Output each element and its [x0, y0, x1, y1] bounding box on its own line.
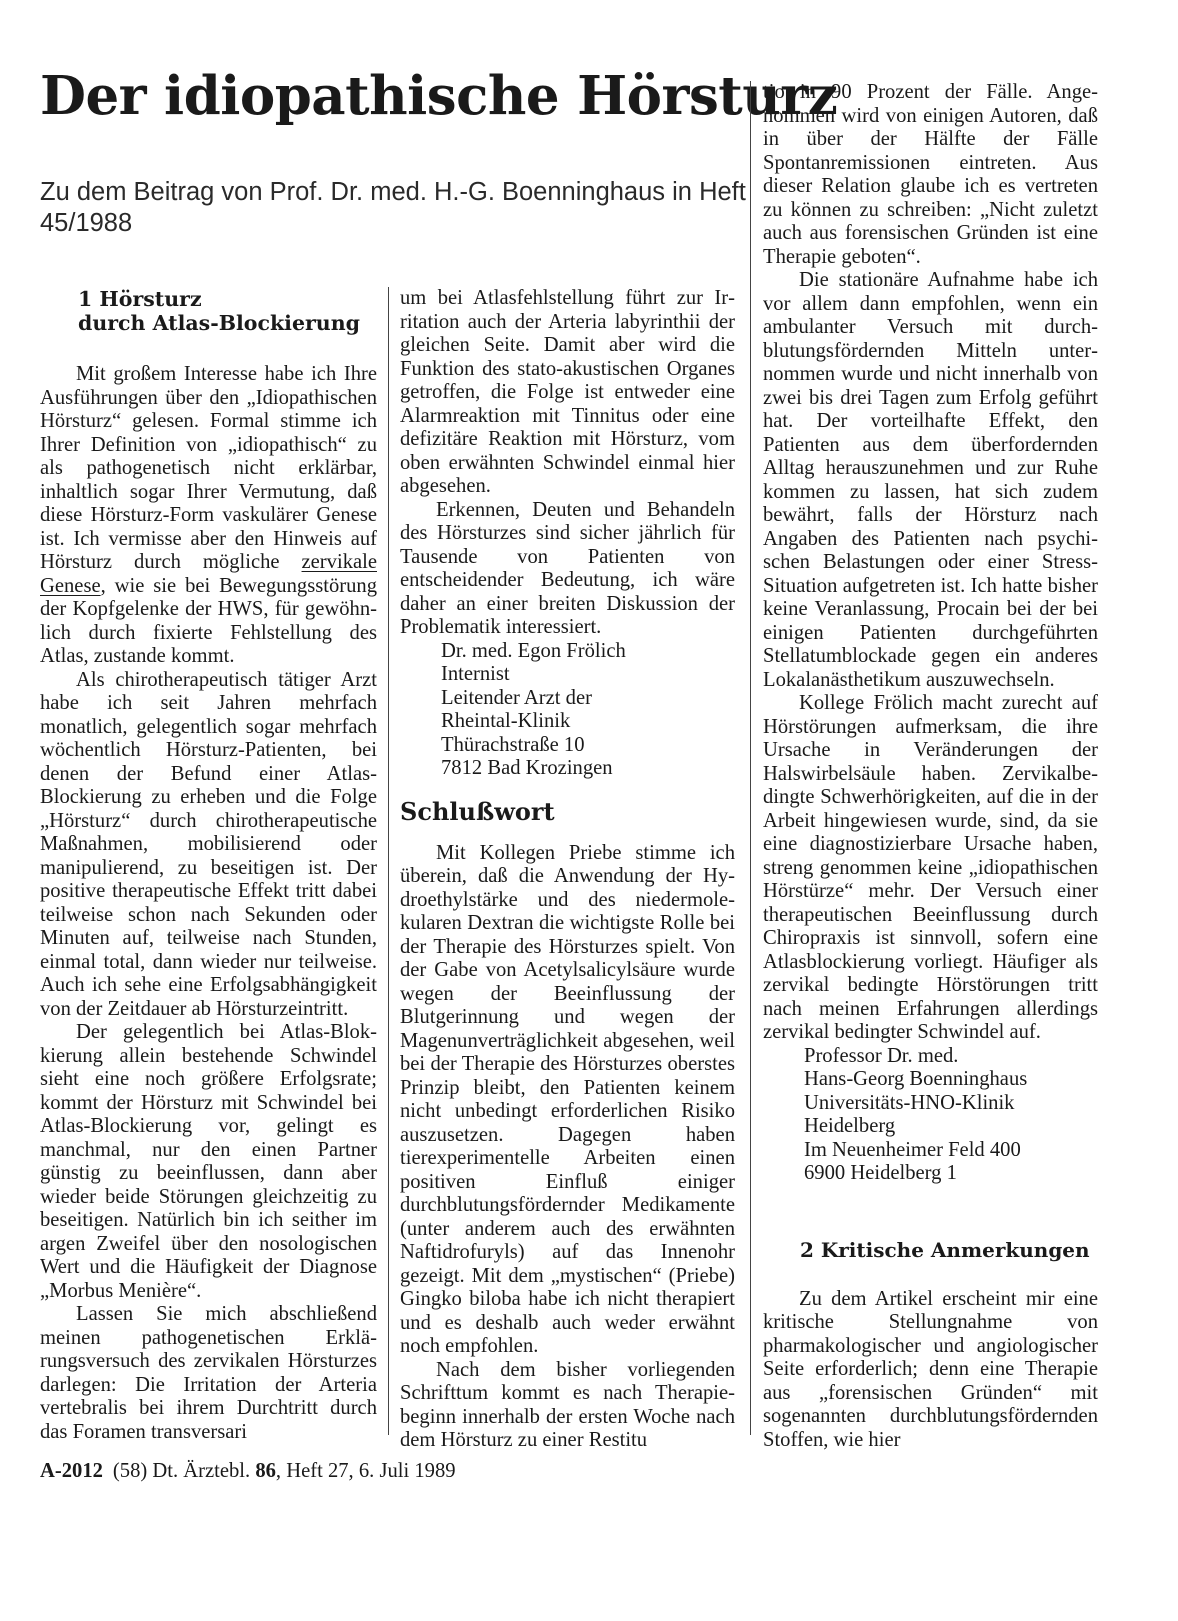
address-line: Leitender Arzt der — [441, 686, 592, 709]
schlusswort-heading: Schlußwort — [400, 796, 555, 826]
address-line: Professor Dr. med. — [804, 1044, 959, 1067]
address-line: 6900 Heidelberg 1 — [804, 1162, 957, 1184]
author-address-1 — [441, 640, 735, 781]
paragraph: Erkennen, Deuten und Behandeln des Hörsturzes sind sicher jährlich für Tausende von Patienten von entscheidender Bedeutung, ich wäre daher an einer breiten Diskussion der Problematik interessiert. — [400, 498, 735, 638]
section-2-heading: 2 Kritische Anmerkungen — [800, 1237, 1090, 1262]
section-1-title: durch Atlas-Blockierung — [78, 311, 360, 335]
citation-prefix: (58) Dt. Ärztebl. — [112, 1460, 251, 1482]
author-address-2 — [804, 1045, 1098, 1186]
address-line: Internist — [441, 663, 510, 685]
paragraph — [40, 363, 377, 669]
paragraph: Der gelegentlich bei Atlas-Blokkierung allein bestehende Schwindel sieht eine noch größere Erfolgsrate; kommt der Hörsturz mit Schwindel bei Atlas-Blockierung vor, gelingt es manchmal, nur den einen Partner günstig zu beeinflussen, dann aber wieder beide Störungen gleichzeitig zu beseitigen. Natürlich bin ich seither im argen Zweifel über den nosologischen Wert und die Häufigkeit der Diagnose „Morbus Menière“. — [40, 1021, 377, 1302]
address-line: Universitäts-HNO-Klinik — [804, 1091, 1015, 1114]
paragraph: um bei Atlasfehlstellung führt zur Irritation auch der Arteria labyrinthii der gleichen Seite. Damit aber wird die Funktion des stato-akustischen Organes getroffen, die Folge ist entweder eine Alarmreaktion mit Tinnitus oder eine defizitäre Reaktion mit Hörsturz, vom oben erwähnten Schwindel einmal hier abgesehen. — [400, 287, 735, 497]
address-line: Thürachstraße 10 — [441, 733, 585, 756]
address-line: Rheintal-Klinik — [441, 710, 571, 732]
address-line: Hans-Georg Boenninghaus — [804, 1068, 1028, 1090]
column-1 — [40, 287, 377, 1444]
paragraph: Kollege Frölich macht zurecht auf Hörstörungen aufmerksam, die ihre Ursache in Veränderungen der Halswirbelsäule haben. Zervikalbedingte Schwerhörigkeiten, auf die in der Arbeit hingewiesen wurde, sind, da sie eine diagnostizierbare Ursache haben, streng genommen keine „idiopathischen Hörstürze“ mehr. Der Versuch einer therapeutischen Beeinflussung durch Chiropraxis ist sinnvoll, sofern eine Atlasblockierung vorliegt. Häufiger als zervikal bedingte Hörstörungen tritt nach meinen Erfahrungen allerdings zervikal bedingter Schwindel auf. — [763, 692, 1098, 1043]
article-title: Der idiopathische Hörsturz — [40, 65, 838, 127]
column-rule-left — [388, 287, 389, 1435]
paragraph: Zu dem Artikel erscheint mir eine kritische Stellungnahme von pharmakologischer und angiologischer Seite erforderlich; denn eine Therapie aus „forensischen Gründen“ mit sogenannten durchblutungsfördernden Stoffen, wie hier — [763, 1287, 1098, 1451]
page-footer — [40, 1460, 456, 1483]
underlined-phrase: zervikale Genese — [40, 551, 377, 597]
article-subtitle: Zu dem Beitrag von Prof. Dr. med. H.-G. Boenninghaus in Heft 45/1988 — [40, 178, 746, 237]
paragraph: Lassen Sie mich abschließend meinen pathogenetischen Erklärungsversuch des zervikalen Hörsturzes darlegen: Die Irritation der Arteria vertebralis bei ihrem Durchtritt durch das Foramen transversari — [40, 1303, 377, 1443]
column-rule-right — [750, 81, 751, 1435]
paragraph: Nach dem bisher vorliegenden Schrifttum kommt es nach Therapiebeginn innerhalb der ersten Woche nach dem Hörsturz zu einer Restitu — [400, 1358, 735, 1451]
address-line: Heidelberg — [804, 1115, 896, 1137]
address-line: Im Neuenheimer Feld 400 — [804, 1138, 1021, 1161]
paragraph: Die stationäre Aufnahme habe ich vor allem dann empfohlen, wenn ein ambulanter Versuch mit durchblutungsfördernden Mitteln unternommen wurde und nicht innerhalb von zwei bis drei Tagen zum Erfolg geführt hat. Der vorteilhafte Effekt, den Patienten aus dem überfordernden Alltag herauszunehmen und zur Ruhe kommen zu lassen, hat sich zudem bewährt, falls der Hörsturz nach Angaben des Patienten nach psychischen Belastungen oder einer Stress-Situation aufgetreten ist. Ich hatte bisher keine Veranlassung, Procain bei der bei einigen Patienten durchgeführten Stellatumblockade gegen ein anderes Lokalanästhetikum auszuwechseln. — [763, 269, 1098, 691]
paragraph: Als chirotherapeutisch tätiger Arzt habe ich seit Jahren mehrfach monatlich, gelegentlich sogar mehrfach wöchentlich Hörsturz-Patienten, bei denen der Befund einer Atlas-Blockierung zu erheben und die Folge „Hörsturz“ durch chirotherapeutische Maßnahmen, mobilisierend oder manipulierend, zu beseitigen ist. Der positive therapeutische Effekt tritt dabei teilweise schon nach Sekunden oder Minuten auf, teilweise nach Stunden, einmal total, dann wieder nur teilweise. Auch ich sehe eine Erfolgsabhängigkeit von der Zeitdauer ab Hörsturzeintritt. — [40, 668, 377, 1020]
citation-suffix: , Heft 27, 6. Juli 1989 — [275, 1460, 456, 1482]
section-1-heading — [40, 287, 377, 335]
column-3 — [763, 81, 1098, 1452]
citation-volume: 86 — [255, 1460, 276, 1482]
section-1-number: 1 Hörsturz — [78, 287, 202, 311]
column-2 — [400, 287, 735, 1453]
paragraph: tio in 90 Prozent der Fälle. Angenommen wird von einigen Autoren, daß in über der Hälfte der Fälle Spontanremissionen eintreten. Aus dieser Relation glaube ich es vertreten zu können zu schreiben: „Nicht zuletzt auch aus forensischen Gründen ist eine Therapie geboten“. — [763, 81, 1098, 268]
address-line: 7812 Bad Krozingen — [441, 757, 613, 779]
address-line: Dr. med. Egon Frölich — [441, 639, 626, 662]
page-number: A-2012 — [40, 1460, 103, 1482]
paragraph-text: , wie sie bei Bewegungsstörung der Kopfgelenke der HWS, für gewöhnlich durch fixierte Fehlstellung des Atlas, zustande kommt. — [40, 574, 377, 667]
paragraph: Mit Kollegen Priebe stimme ich überein, daß die Anwendung der Hydroethylstärke und des niedermolekularen Dextran die wichtigste Rolle bei der Therapie des Hörsturzes spielt. Von der Gabe von Acetylsalicylsäure wurde wegen der Beeinflussung der Blutgerinnung und wegen der Magenunverträglichkeit abgesehen, weil bei der Therapie des Hörsturzes oberstes Prinzip bleibt, den Patienten keinem nicht unbedingt erforderlichen Risiko auszusetzen. Dagegen haben tierexperimentelle Arbeiten einen positiven Einfluß einiger durchblutungsfördernder Medikamente (unter anderem auch des erwähnten Naftidrofuryls) auf das Innenohr gezeigt. Mit dem „mystischen“ (Priebe) Gingko biloba habe ich nicht therapiert und es deshalb auch weder erwähnt noch empfohlen. — [400, 841, 735, 1357]
paragraph-text: Mit großem Interesse habe ich Ihre Ausführungen über den „Idiopathischen Hörsturz“ gelesen. Formal stimme ich Ihrer Definition von „idiopathisch“ zu als pathogenetisch nicht erklärbar, inhaltlich sogar Ihrer Vermutung, daß diese Hörsturz-Form vaskulärer Genese ist. Ich vermisse aber den Hinweis auf Hörsturz durch mögliche — [40, 363, 377, 573]
